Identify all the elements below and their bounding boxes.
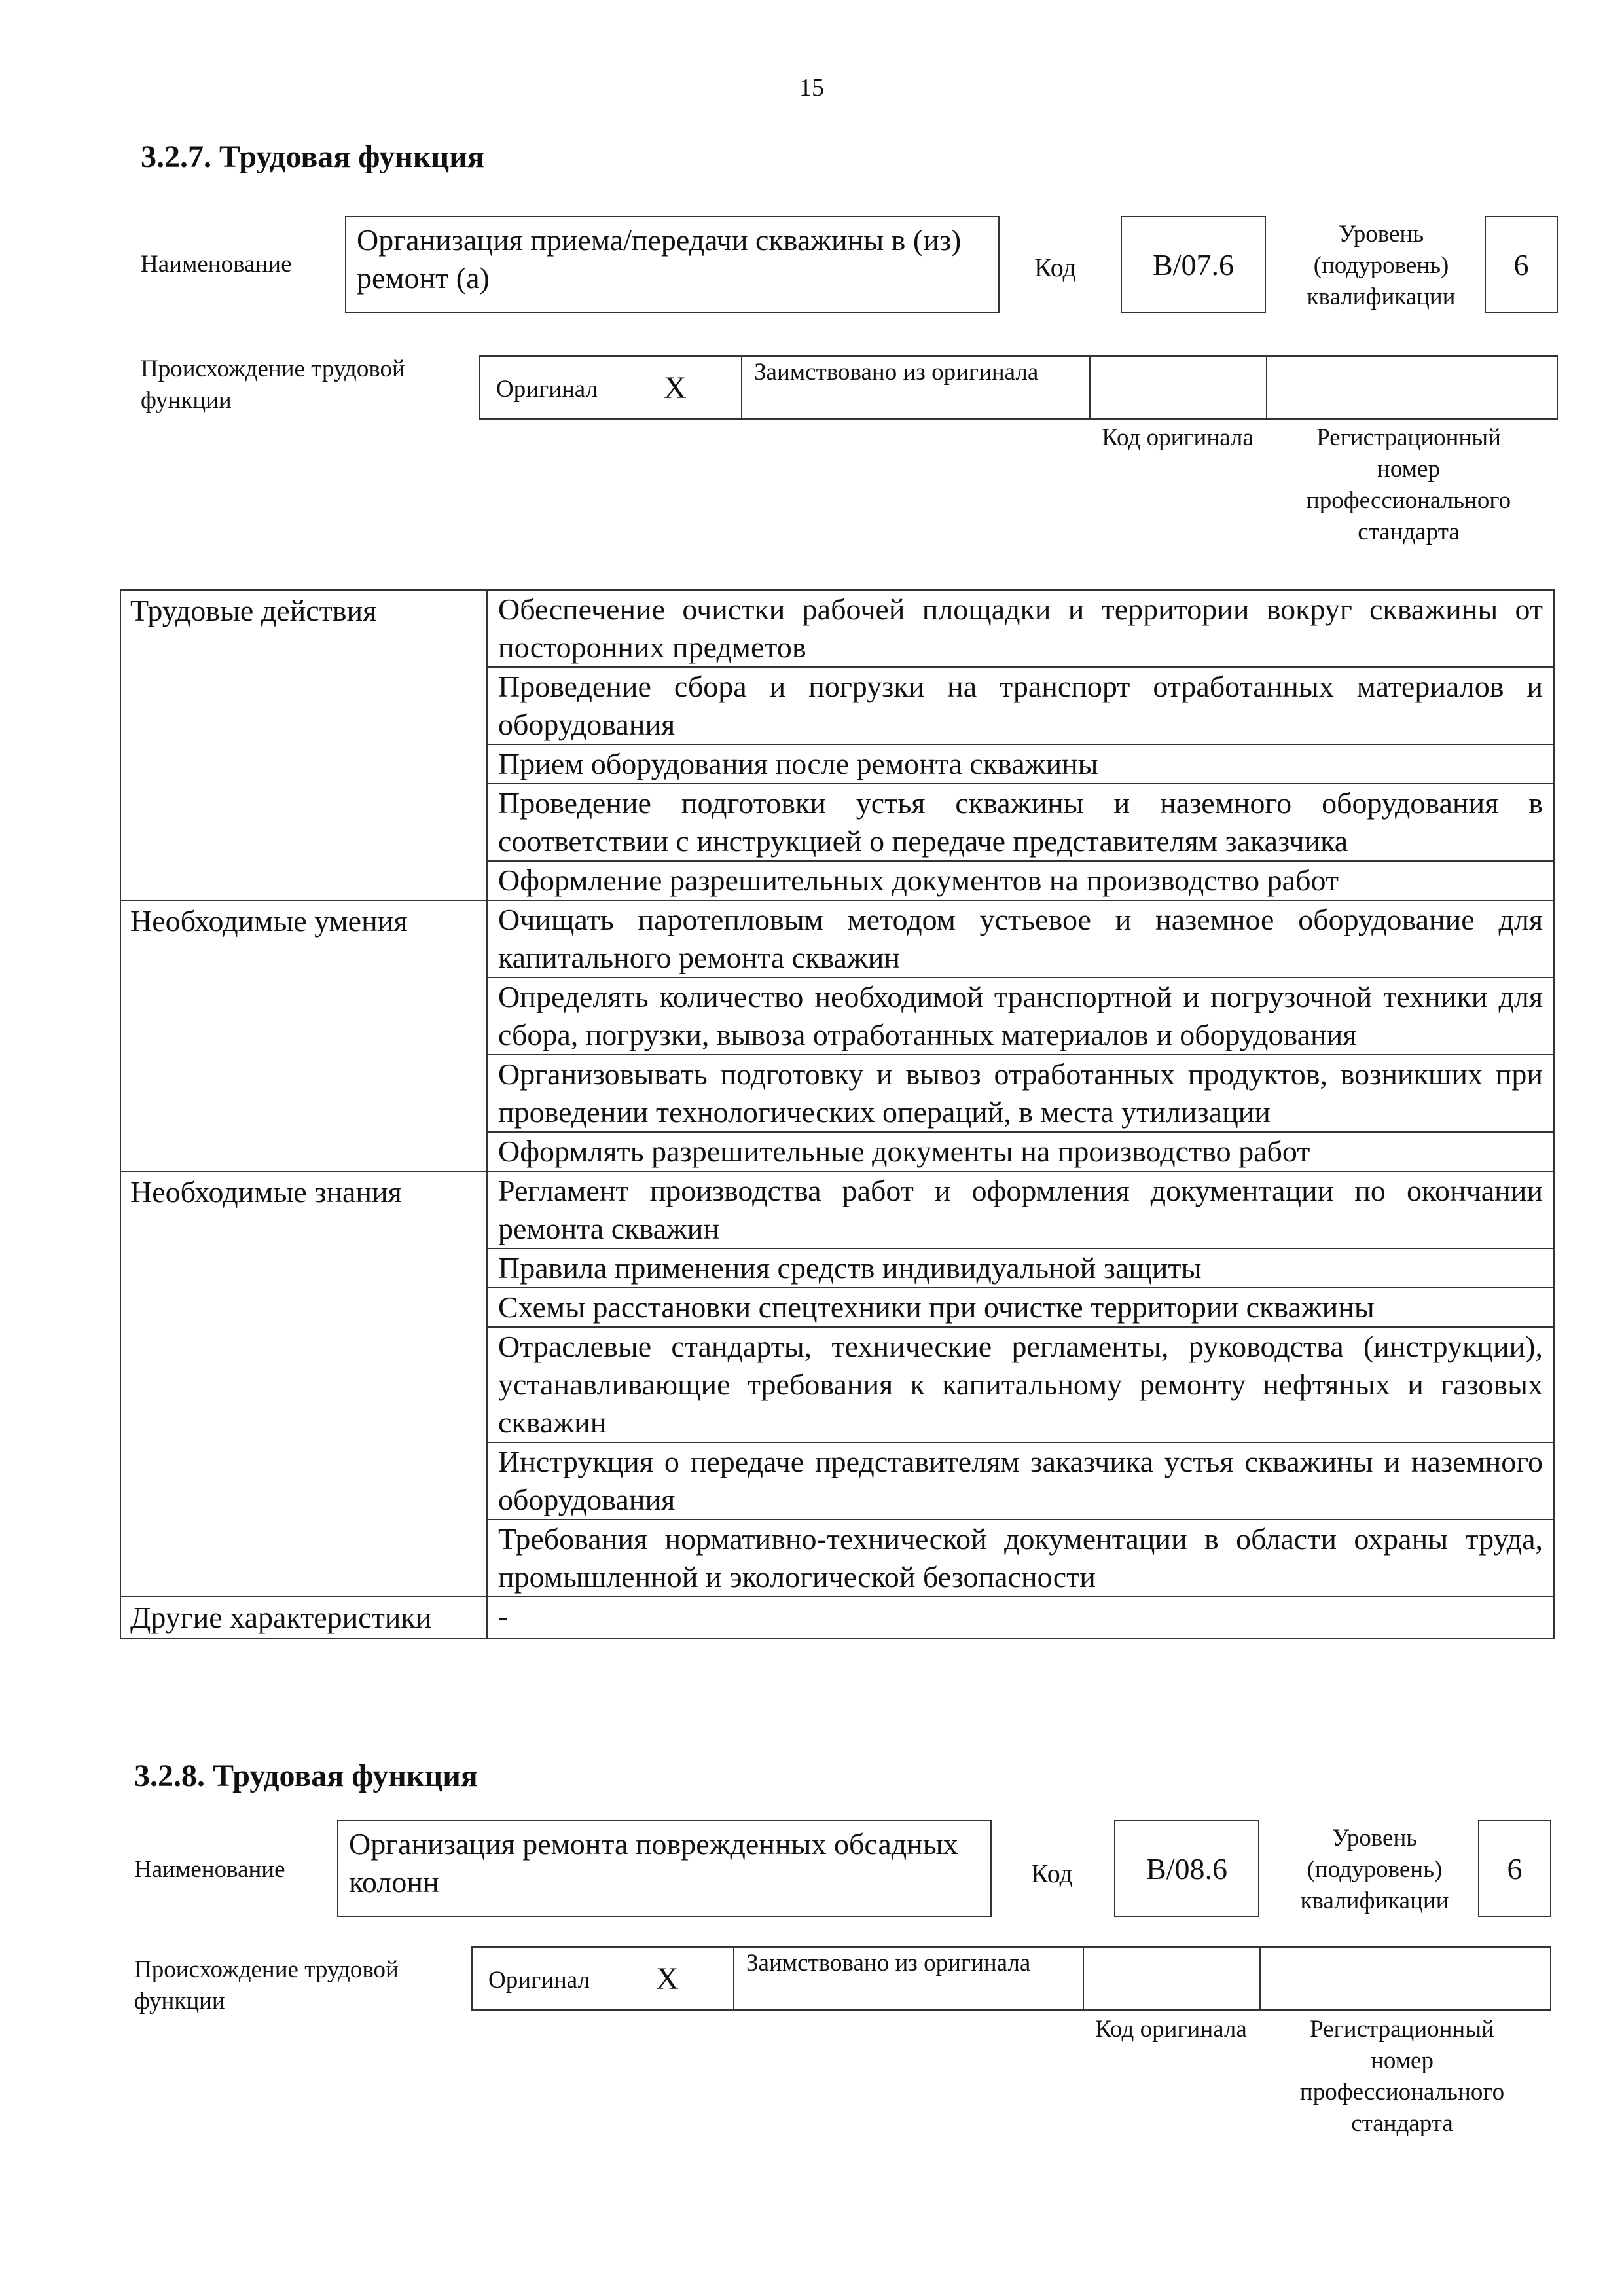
code-original-cell bbox=[1091, 357, 1267, 418]
section-title: 3.2.7. Трудовая функция bbox=[141, 139, 484, 174]
table-cell: Отраслевые стандарты, технические регламенты, руководства (инструкции), устанавливающие требования к капитальному ремонту нефтяных и газовых скважин bbox=[487, 1327, 1554, 1442]
borrowed-cell bbox=[734, 1948, 1084, 2009]
borrowed-cell bbox=[742, 357, 1091, 418]
function-name-field: Организация приема/передачи скважины в (из) ремонт (а) bbox=[345, 216, 1000, 313]
row-label: Необходимые знания bbox=[120, 1171, 487, 1597]
table-cell: - bbox=[487, 1597, 1554, 1639]
original-mark: X bbox=[656, 1961, 679, 1996]
labor-function-table bbox=[120, 589, 1555, 1639]
origin-row bbox=[479, 355, 1558, 420]
borrowed-label: Заимствовано из оригинала bbox=[746, 1950, 1031, 1977]
table-cell: Очищать паротепловым методом устьевое и наземное оборудование для капитального ремонта скважин bbox=[487, 900, 1554, 977]
table-row bbox=[120, 900, 1554, 977]
name-label: Наименование bbox=[134, 1856, 285, 1883]
reg-number-cell bbox=[1261, 1948, 1550, 2009]
table-cell: Проведение подготовки устья скважины и наземного оборудования в соответствии с инструкцией о передаче представителям заказчика bbox=[487, 784, 1554, 861]
code-field: В/07.6 bbox=[1121, 216, 1266, 313]
origin-label: Происхождение трудовой функции bbox=[141, 355, 405, 414]
original-cell bbox=[473, 1948, 734, 2009]
qualification-level-label: Уровень (подуровень) квалификации bbox=[1307, 221, 1456, 310]
table-cell: Инструкция о передаче представителям заказчика устья скважины и наземного оборудования bbox=[487, 1442, 1554, 1520]
table-row bbox=[120, 1171, 1554, 1248]
table-cell: Оформлять разрешительные документы на производство работ bbox=[487, 1132, 1554, 1171]
table-cell: Регламент производства работ и оформления документации по окончании ремонта скважин bbox=[487, 1171, 1554, 1248]
table-cell: Требования нормативно-технической документации в области охраны труда, промышленной и экологической безопасности bbox=[487, 1520, 1554, 1597]
row-label: Другие характеристики bbox=[120, 1597, 487, 1639]
row-label: Трудовые действия bbox=[120, 590, 487, 900]
page-number: 15 bbox=[799, 74, 824, 101]
origin-row bbox=[471, 1946, 1551, 2011]
table-row bbox=[120, 1597, 1554, 1639]
table-cell: Схемы расстановки спецтехники при очистке территории скважины bbox=[487, 1288, 1554, 1327]
code-original-cell bbox=[1084, 1948, 1261, 2009]
qualification-level-label: Уровень (подуровень) квалификации bbox=[1300, 1825, 1449, 1914]
table-cell: Оформление разрешительных документов на производство работ bbox=[487, 861, 1554, 900]
code-original-label: Код оригинала bbox=[1095, 2016, 1247, 2043]
code-label: Код bbox=[1034, 253, 1076, 282]
row-label: Необходимые умения bbox=[120, 900, 487, 1171]
table-cell: Организовывать подготовку и вывоз отработанных продуктов, возникших при проведении технологических операций, в места утилизации bbox=[487, 1055, 1554, 1132]
borrowed-label: Заимствовано из оригинала bbox=[754, 359, 1039, 386]
section-title: 3.2.8. Трудовая функция bbox=[134, 1758, 478, 1793]
qualification-level-field: 6 bbox=[1478, 1820, 1551, 1917]
function-name-field: Организация ремонта поврежденных обсадных колонн bbox=[337, 1820, 992, 1917]
name-label: Наименование bbox=[141, 251, 292, 278]
table-row bbox=[120, 590, 1554, 667]
reg-number-label: Регистрационный номер профессионального стандарта bbox=[1299, 2016, 1505, 2137]
code-field: В/08.6 bbox=[1114, 1820, 1259, 1917]
code-original-label: Код оригинала bbox=[1102, 424, 1254, 451]
table-cell: Правила применения средств индивидуальной защиты bbox=[487, 1248, 1554, 1288]
table-cell: Обеспечение очистки рабочей площадки и территории вокруг скважины от посторонних предметов bbox=[487, 590, 1554, 667]
original-mark: X bbox=[664, 371, 687, 405]
code-label: Код bbox=[1031, 1859, 1073, 1888]
reg-number-label: Регистрационный номер профессионального стандарта bbox=[1306, 424, 1511, 545]
origin-label: Происхождение трудовой функции bbox=[134, 1956, 399, 2014]
table-cell: Проведение сбора и погрузки на транспорт отработанных материалов и оборудования bbox=[487, 667, 1554, 744]
reg-number-cell bbox=[1267, 357, 1557, 418]
table-cell: Определять количество необходимой транспортной и погрузочной техники для сбора, погрузки, вывоза отработанных материалов и оборудования bbox=[487, 977, 1554, 1055]
original-label: Оригинал bbox=[488, 1967, 590, 1994]
original-cell bbox=[480, 357, 742, 418]
qualification-level-field: 6 bbox=[1485, 216, 1558, 313]
table-cell: Прием оборудования после ремонта скважины bbox=[487, 744, 1554, 784]
original-label: Оригинал bbox=[496, 376, 598, 403]
